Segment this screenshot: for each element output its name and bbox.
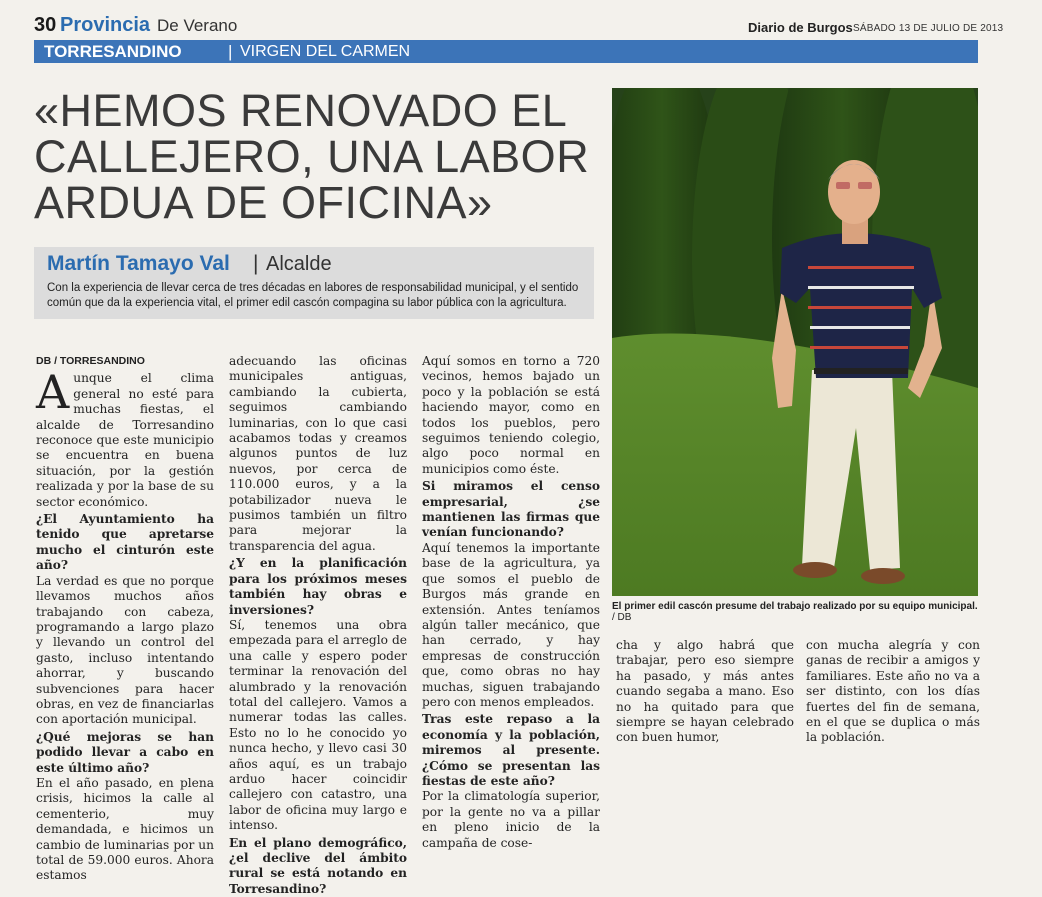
portrait-photo [612,88,978,596]
photo-caption: El primer edil cascón presume del trabajo realizado por su equipo municipal. / DB [612,601,978,623]
band-place: TORRESANDINO [44,42,182,61]
byline: DB / TORRESANDINO [36,355,145,367]
interviewee-summary: Con la experiencia de llevar cerca de tres décadas en labores de responsabilidad municipal, y el sentido común que da la experiencia vital, el primer edil cascón compagina su labor pública con la agricultura. [47,282,579,309]
question-5: Si miramos el censo empresarial, ¿se mantienen las firmas que venían funcionando? [422,479,600,540]
band-topic: VIRGEN DEL CARMEN [240,43,411,60]
intro-paragraph: Aunque el clima general no esté para muchas fiestas, el alcalde de Torresandino reconoce que este municipio se encuentra en buena situación, por la gestión realizada y por la base de su sector económico. [36,365,214,509]
answer-6-continued: cha y algo habrá que trabajar, pero eso siempre ha pasado, y más antes cuando segaba a mano. Eso no ha quitado para que siempre se hayan celebrado con buen humor, [616,638,794,745]
newspaper-name: Diario de Burgos [748,20,853,35]
answer-6: Por la climatología superior, por la gente no va a pillar en pleno inicio de la campaña de cose- [422,789,600,850]
question-3: ¿Y en la planificación para los próximos meses también hay obras e inversiones? [229,556,407,617]
page-number: 30 [34,14,57,36]
headline: «HEMOS RENOVADO EL CALLEJERO, UNA LABOR ARDUA DE OFICINA» [34,85,590,228]
band-separator: | [228,42,233,61]
portrait-illustration [612,88,978,596]
answer-3: Sí, tenemos una obra empezada para el arreglo de una calle y espero poder terminar la renovación del alumbrado y la renovación total del callejero. Vamos a numerar todas las calles. Esto no lo he conocido yo nunca hecho, y llevo casi 30 años aquí, es un trabajo arduo hacer coincidir callejero con catastro, una labor de oficina muy largo e intenso. [229,617,407,833]
issue-date: SÁBADO 13 DE JULIO DE 2013 [853,23,1004,34]
answer-2-continued: adecuando las oficinas municipales antiguas, cambiando la cubierta, seguimos cambiando luminarias, con lo que casi acabamos todas y creamos algunos puntos de luz nuevos, por cerca de 110.000 euros, y a la potabilizador nueva le pusimos también un filtro para mejorar la transparencia del agua. [229,354,407,553]
question-4: En el plano demográfico, ¿el declive del ámbito rural se está notando en Torresandino? [229,835,407,896]
article-column-2 [229,354,407,897]
question-1: ¿El Ayuntamiento ha tenido que apretarse mucho el cinturón este año? [36,512,214,573]
article-column-3 [422,354,600,851]
answer-4: Aquí somos en torno a 720 vecinos, hemos bajado un poco y la población se está haciendo mayor, como en todos los pueblos, pero seguimos teniendo colegio, algo poco normal en municipios como éste. [422,354,600,476]
interviewee-role: Alcalde [266,253,332,275]
role-separator: | [253,252,259,275]
section-title: Provincia [60,14,151,36]
interviewee-name: Martín Tamayo Val [47,252,230,275]
answer-6-end: con mucha alegría y con ganas de recibir a amigos y familiares. Este año no va a ser distinto, con los días fuertes del fin de semana, en el que se duplica o más la población. [806,638,980,745]
answer-2: En el año pasado, en plena crisis, hicimos la calle al cementerio, muy demandada, e hicimos un cambio de luminarias por un total de 59.000 euros. Ahora estamos [36,775,214,883]
article-column-1 [36,354,214,884]
answer-1: La verdad es que no porque llevamos muchos años trabajando con cabeza, programando a largo plazo y llevando un control del gasto, incluso intentando ahorrar, y buscando subvenciones para hacer obras, en vez de financiarlas con aportación municipal. [36,573,214,727]
answer-5: Aquí tenemos la importante base de la agricultura, ya que somos el pueblo de Burgos más grande en extensión. Antes teníamos algún taller mecánico, que han cerrado, y hay empresas de construcción que, como obras no hay muchas, siguen trabajando pero con menos empleados. [422,540,600,709]
photo-credit: / DB [612,612,632,623]
drop-cap: A [36,365,70,420]
question-6: Tras este repaso a la economía y la población, miremos al presente. ¿Cómo se presentan las fiestas de este año? [422,712,600,788]
question-2: ¿Qué mejoras se han podido llevar a cabo en este último año? [36,729,214,775]
subsection-title: De Verano [157,16,238,35]
